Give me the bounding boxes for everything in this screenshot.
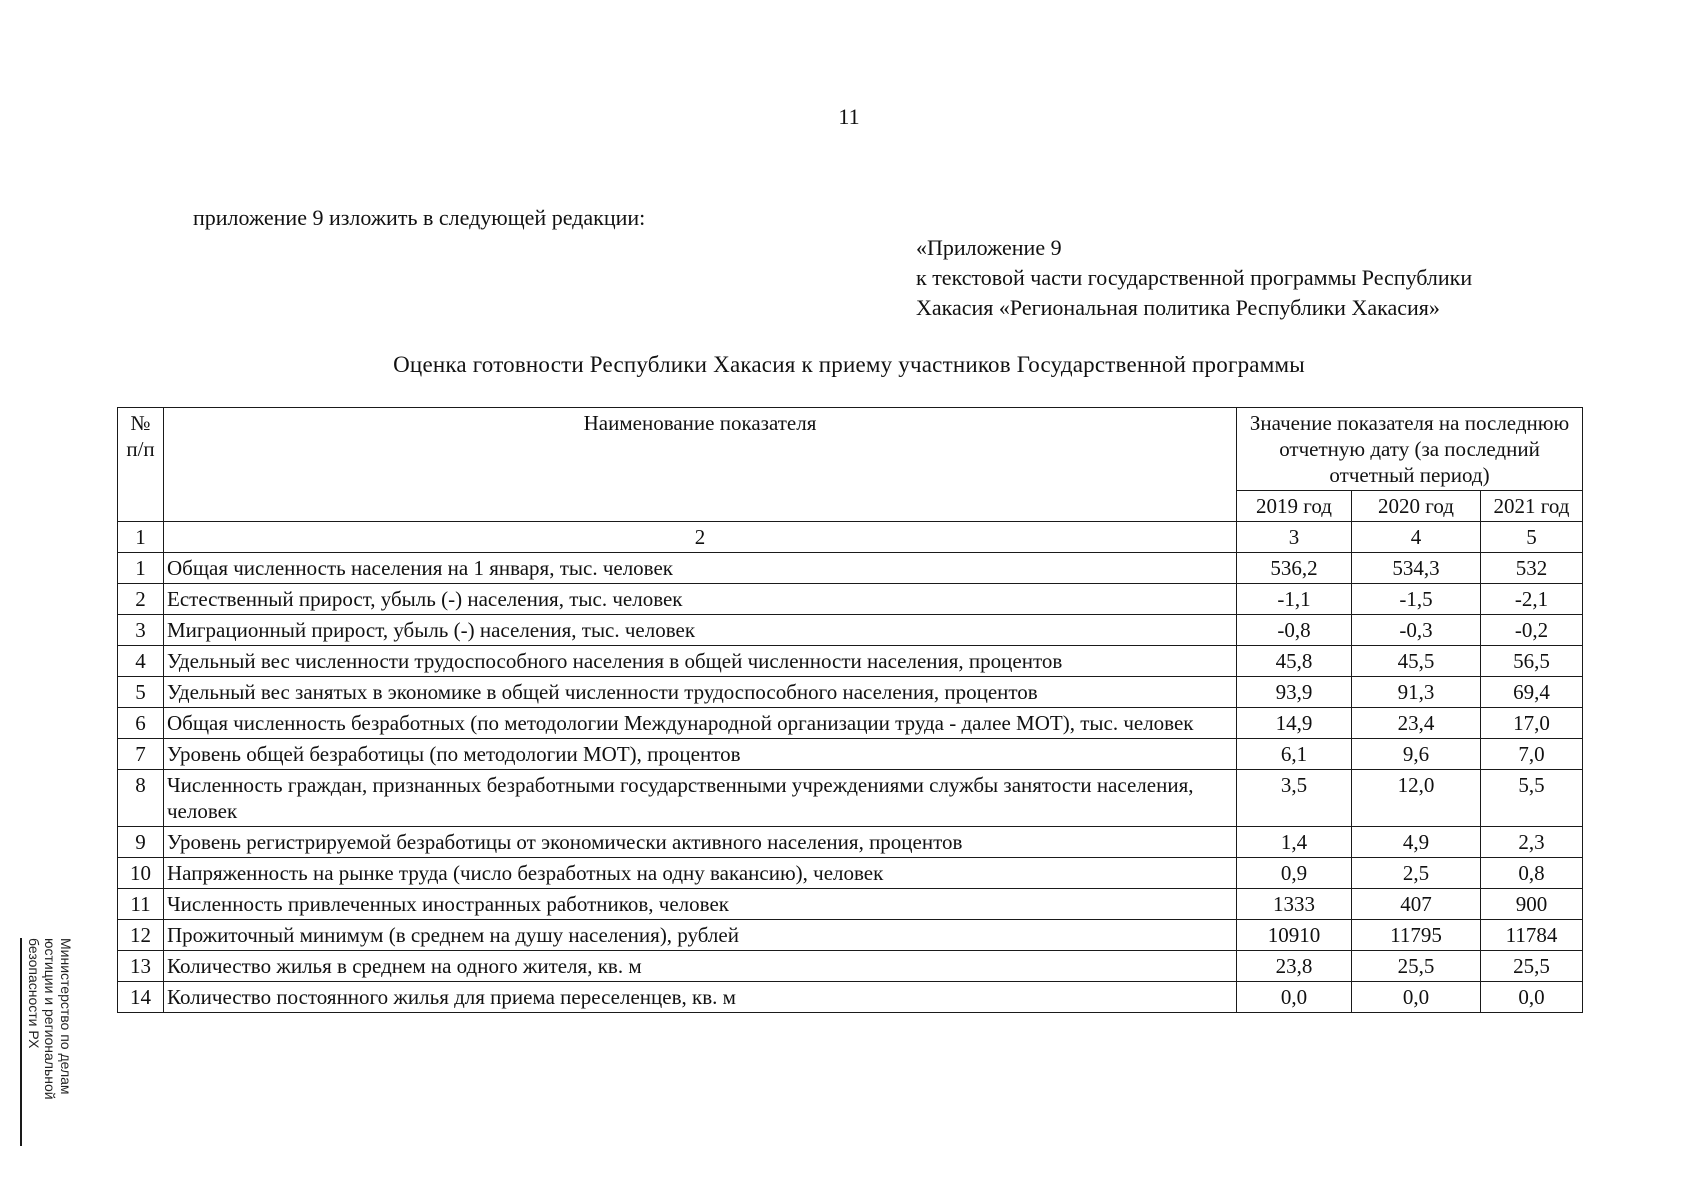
row-number: 12 (118, 920, 164, 951)
table-row (118, 889, 1583, 920)
indicator-name: Общая численность населения на 1 января, тыс. человек (164, 553, 1237, 584)
value-2020: 91,3 (1352, 677, 1481, 708)
appendix-heading (916, 233, 1472, 323)
table-row (118, 646, 1583, 677)
value-2020: 2,5 (1352, 858, 1481, 889)
row-number: 5 (118, 677, 164, 708)
value-2021: -2,1 (1481, 584, 1583, 615)
table-row (118, 827, 1583, 858)
indicator-name: Численность привлеченных иностранных работников, человек (164, 889, 1237, 920)
value-2020: 534,3 (1352, 553, 1481, 584)
value-2021: 0,0 (1481, 982, 1583, 1013)
value-2021: -0,2 (1481, 615, 1583, 646)
value-2019: 10910 (1237, 920, 1352, 951)
header-no: № п/п (118, 408, 164, 522)
value-2019: 1333 (1237, 889, 1352, 920)
table-row (118, 739, 1583, 770)
stamp-line-2: юстиции и региональной (42, 938, 58, 1100)
value-2021: 7,0 (1481, 739, 1583, 770)
table-row (118, 982, 1583, 1013)
row-number: 3 (118, 615, 164, 646)
row-number: 10 (118, 858, 164, 889)
indicator-name: Удельный вес численности трудоспособного населения в общей численности населения, процентов (164, 646, 1237, 677)
table-row (118, 708, 1583, 739)
value-2021: 56,5 (1481, 646, 1583, 677)
indicator-name: Естественный прирост, убыль (-) населения, тыс. человек (164, 584, 1237, 615)
row-number: 13 (118, 951, 164, 982)
value-2020: 12,0 (1352, 770, 1481, 827)
table-row (118, 584, 1583, 615)
value-2021: 532 (1481, 553, 1583, 584)
appendix-line-3: Хакасия «Региональная политика Республики Хакасия» (916, 295, 1440, 320)
value-2019: 14,9 (1237, 708, 1352, 739)
page-number: 11 (838, 104, 860, 129)
indicator-name: Общая численность безработных (по методологии Международной организации труда - далее МОТ), тыс. человек (164, 708, 1237, 739)
row-number: 8 (118, 770, 164, 827)
table-row (118, 951, 1583, 982)
value-2021: 0,8 (1481, 858, 1583, 889)
table-row (118, 553, 1583, 584)
indicator-name: Численность граждан, признанных безработными государственными учреждениями службы занятости населения, человек (164, 770, 1237, 827)
column-number: 2 (164, 522, 1237, 553)
row-number: 6 (118, 708, 164, 739)
indicator-name: Уровень регистрируемой безработицы от экономически активного населения, процентов (164, 827, 1237, 858)
value-2020: -0,3 (1352, 615, 1481, 646)
row-number: 11 (118, 889, 164, 920)
column-number: 5 (1481, 522, 1583, 553)
table-row (118, 677, 1583, 708)
indicator-name: Количество жилья в среднем на одного жителя, кв. м (164, 951, 1237, 982)
table-row (118, 615, 1583, 646)
header-year-2019: 2019 год (1237, 491, 1352, 522)
stamp-line-1: Министерство по делам (58, 938, 74, 1095)
table-row (118, 858, 1583, 889)
header-name: Наименование показателя (164, 408, 1237, 522)
stamp-text (22, 938, 74, 1146)
indicator-name: Уровень общей безработицы (по методологии МОТ), процентов (164, 739, 1237, 770)
indicator-name: Прожиточный минимум (в среднем на душу населения), рублей (164, 920, 1237, 951)
value-2019: 0,0 (1237, 982, 1352, 1013)
value-2019: 6,1 (1237, 739, 1352, 770)
ministry-stamp (20, 938, 74, 1146)
header-year-2020: 2020 год (1352, 491, 1481, 522)
value-2019: 0,9 (1237, 858, 1352, 889)
table-title: Оценка готовности Республики Хакасия к приему участников Государственной программы (393, 352, 1305, 377)
stamp-line-3: безопасности РХ (26, 938, 42, 1049)
value-2019: 93,9 (1237, 677, 1352, 708)
column-number: 1 (118, 522, 164, 553)
value-2020: 45,5 (1352, 646, 1481, 677)
appendix-line-2: к текстовой части государственной программы Республики (916, 265, 1473, 290)
value-2021: 69,4 (1481, 677, 1583, 708)
value-2021: 5,5 (1481, 770, 1583, 827)
row-number: 14 (118, 982, 164, 1013)
indicator-name: Напряженность на рынке труда (число безработных на одну вакансию), человек (164, 858, 1237, 889)
row-number: 2 (118, 584, 164, 615)
column-numbers-row (118, 522, 1583, 553)
value-2020: 407 (1352, 889, 1481, 920)
table-row (118, 770, 1583, 827)
row-number: 4 (118, 646, 164, 677)
table-row (118, 920, 1583, 951)
indicators-table (117, 407, 1583, 1013)
value-2021: 11784 (1481, 920, 1583, 951)
indicator-name: Количество постоянного жилья для приема переселенцев, кв. м (164, 982, 1237, 1013)
value-2021: 17,0 (1481, 708, 1583, 739)
indicator-name: Миграционный прирост, убыль (-) населения, тыс. человек (164, 615, 1237, 646)
value-2021: 900 (1481, 889, 1583, 920)
column-number: 3 (1237, 522, 1352, 553)
value-2020: 4,9 (1352, 827, 1481, 858)
value-2019: -0,8 (1237, 615, 1352, 646)
row-number: 1 (118, 553, 164, 584)
value-2020: 0,0 (1352, 982, 1481, 1013)
value-2020: 9,6 (1352, 739, 1481, 770)
value-2019: 23,8 (1237, 951, 1352, 982)
value-2019: -1,1 (1237, 584, 1352, 615)
column-number: 4 (1352, 522, 1481, 553)
header-value-group: Значение показателя на последнюю отчетную дату (за последний отчетный период) (1237, 408, 1583, 491)
header-year-2021: 2021 год (1481, 491, 1583, 522)
value-2020: 25,5 (1352, 951, 1481, 982)
value-2021: 25,5 (1481, 951, 1583, 982)
value-2020: -1,5 (1352, 584, 1481, 615)
value-2019: 3,5 (1237, 770, 1352, 827)
value-2020: 11795 (1352, 920, 1481, 951)
value-2019: 536,2 (1237, 553, 1352, 584)
value-2019: 1,4 (1237, 827, 1352, 858)
value-2021: 2,3 (1481, 827, 1583, 858)
value-2019: 45,8 (1237, 646, 1352, 677)
value-2020: 23,4 (1352, 708, 1481, 739)
appendix-line-1: «Приложение 9 (916, 235, 1062, 260)
indicator-name: Удельный вес занятых в экономике в общей численности трудоспособного населения, процентов (164, 677, 1237, 708)
intro-text: приложение 9 изложить в следующей редакции: (193, 205, 646, 230)
row-number: 7 (118, 739, 164, 770)
row-number: 9 (118, 827, 164, 858)
